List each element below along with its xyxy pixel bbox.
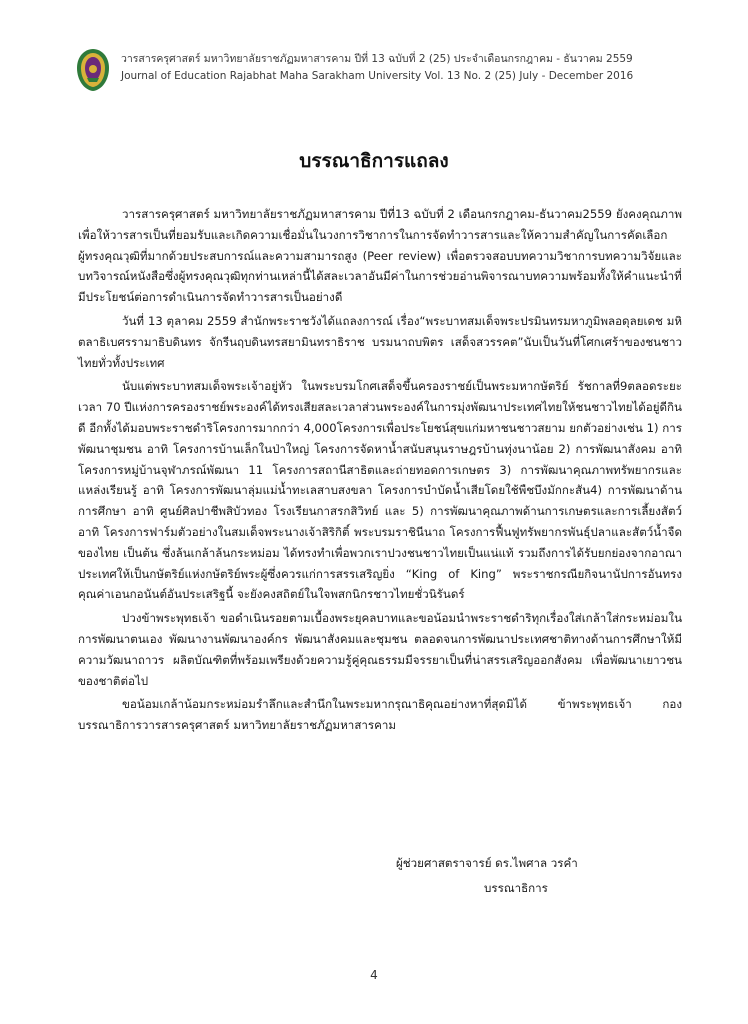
signature-role: บรรณาธิการ xyxy=(484,881,548,895)
paragraph: ขอน้อมเกล้าน้อมกระหม่อมรำลึกและสำนึกในพระมหากรุณาธิคุณอย่างหาที่สุดมิได้ ข้าพระพุทธเจ้า กองบรรณาธิการวารสารครุศาสตร์ มหาวิทยาลัยราชภัฏมหาสารคาม xyxy=(78,697,682,733)
journal-title-thai: วารสารครุศาสตร์ มหาวิทยาลัยราชภัฏมหาสารคาม ปีที่ 13 ฉบับที่ 2 (25) ประจำเดือนกรกฎาคม - ธันวาคม 2559 xyxy=(121,53,633,65)
university-seal-icon xyxy=(75,48,111,92)
page-number: 4 xyxy=(370,968,378,982)
journal-title-english: Journal of Education Rajabhat Maha Sarakham University Vol. 13 No. 2 (25) July - December 2016 xyxy=(121,70,634,82)
signature-block xyxy=(396,851,578,901)
journal-header xyxy=(75,45,715,95)
paragraph: วันที่ 13 ตุลาคม 2559 สำนักพระราชวังได้แถลงการณ์ เรื่อง“พระบาทสมเด็จพระปรมินทรมหาภูมิพลอดุลยเดช มหิตลาธิเบศรรามาธิบดินทร จักรีนฤบดินทรสยามินทราธิราช บรมนาถบพิตร เสด็จสวรรคต”นับเป็นวันที่โศกเศร้าของชนชาวไทยทั่วทั้งประเทศ xyxy=(78,313,682,370)
paragraph: นับแต่พระบาทสมเด็จพระเจ้าอยู่หัว ในพระบรมโกศเสด็จขึ้นครองราชย์เป็นพระมหากษัตริย์ รัชกาลที่9ตลอดระยะเวลา 70 ปีแห่งการครองราชย์พระองค์ได้ทรงเสียสละเวลาส่วนพระองค์ในการมุ่งพัฒนาประเทศไทยให้ชนชาวไทยได้อยู่ดีกินดี อีกทั้งได้มอบพระราชดำริโครงการมากกว่า 4,000โครงการเพื่อประโยชน์สุขแก่มหาชนชาวสยาม ยกตัวอย่างเช่น 1) การพัฒนาชุมชน อาทิ โครงการบ้านเล็กในป่าใหญ่ โครงการจัดหาน้ำสนับสนุนราษฎรบ้านทุ่งนาน้อย 2) การพัฒนาสังคม อาทิ โครงการหมู่บ้านจุฬาภรณ์พัฒนา 11 โครงการสถานีสาธิตและถ่ายทอดการเกษตร 3) การพัฒนาคุณภาพทรัพยากรและแหล่งเรียนรู้ อาทิ โครงการพัฒนาลุ่มแม่น้ำทะเลสาบสงขลา โครงการบำบัดน้ำเสียโดยใช้พืชบึงมักกะสัน4) การพัฒนาด้านการศึกษา อาทิ ศูนย์ศิลปาชีพสิบัวทอง โรงเรียนกาสรกสิวิทย์ และ 5) การพัฒนาคุณภาพด้านการเกษตรและการเลี้ยงสัตว์ อาทิ โครงการฟาร์มตัวอย่างในสมเด็จพระนางเจ้าสิริกิติ์ พระบรมราชินีนาถ โครงการฟื้นฟูทรัพยากรพันธุ์ปลาและสัตว์น้ำจืดของไทย เป็นต้น ซึ่งล้นเกล้าล้นกระหม่อม ได้ทรงทำเพื่อพวกเราปวงชนชาวไทยเป็นแน่แท้ รวมถึงการได้รับยกย่องจากอาณาประเทศให้เป็นกษัตริย์แห่งกษัตริย์พระผู้ซึ่งควรแก่การสรรเสริญยิ่ง “King of King” พระราชกรณียกิจนานัปการอันทรงคุณค่าเอนกอนันต์อันประเสริฐนี้ จะยังคงสถิตย์ในใจพสกนิกรชาวไทยชั่วนิรันดร์ xyxy=(78,379,682,602)
paragraph: วารสารครุศาสตร์ มหาวิทยาลัยราชภัฏมหาสารคาม ปีที่13 ฉบับที่ 2 เดือนกรกฎาคม-ธันวาคม2559 ยังคงคุณภาพเพื่อให้วารสารเป็นที่ยอมรับและเกิดความเชื่อมั่นในวงการวิชาการในการจัดทำวารสารและให้ความสำคัญในการคัดเลือกผู้ทรงคุณวุฒิที่มากด้วยประสบการณ์และความสามารถสูง (Peer review) เพื่อตรวจสอบบทความวิชาการบทความวิจัยและบทวิจารณ์หนังสือซึ่งผู้ทรงคุณวุฒิทุกท่านเหล่านี้ได้สละเวลาอันมีค่าในการช่วยอ่านพิจารณาบทความพร้อมทั้งให้คำแนะนำที่มีประโยชน์ต่อการดำเนินการจัดทำวารสารเป็นอย่างดี xyxy=(78,207,682,305)
editorial-body xyxy=(78,204,682,739)
page-title: บรรณาธิการแถลง xyxy=(299,150,449,172)
signature-name: ผู้ช่วยศาสตราจารย์ ดร.ไพศาล วรคำ xyxy=(396,856,578,870)
paragraph: ปวงข้าพระพุทธเจ้า ขอดำเนินรอยตามเบื้องพระยุคลบาทและขอน้อมนำพระราชดำริทุกเรื่องใส่เกล้าใส่กระหม่อมในการพัฒนาตนเอง พัฒนางานพัฒนาองค์กร พัฒนาสังคมและชุมชน ตลอดจนการพัฒนาประเทศชาติทางด้านการศึกษาให้มีความวัฒนาถาวร ผลิตบัณฑิตที่พร้อมเพรียงด้วยความรู้คู่คุณธรรมมีจรรยาเป็นที่น่าสรรเสริญออกสังคม เพื่อพัฒนาเยาวชนของชาติต่อไป xyxy=(78,611,682,688)
